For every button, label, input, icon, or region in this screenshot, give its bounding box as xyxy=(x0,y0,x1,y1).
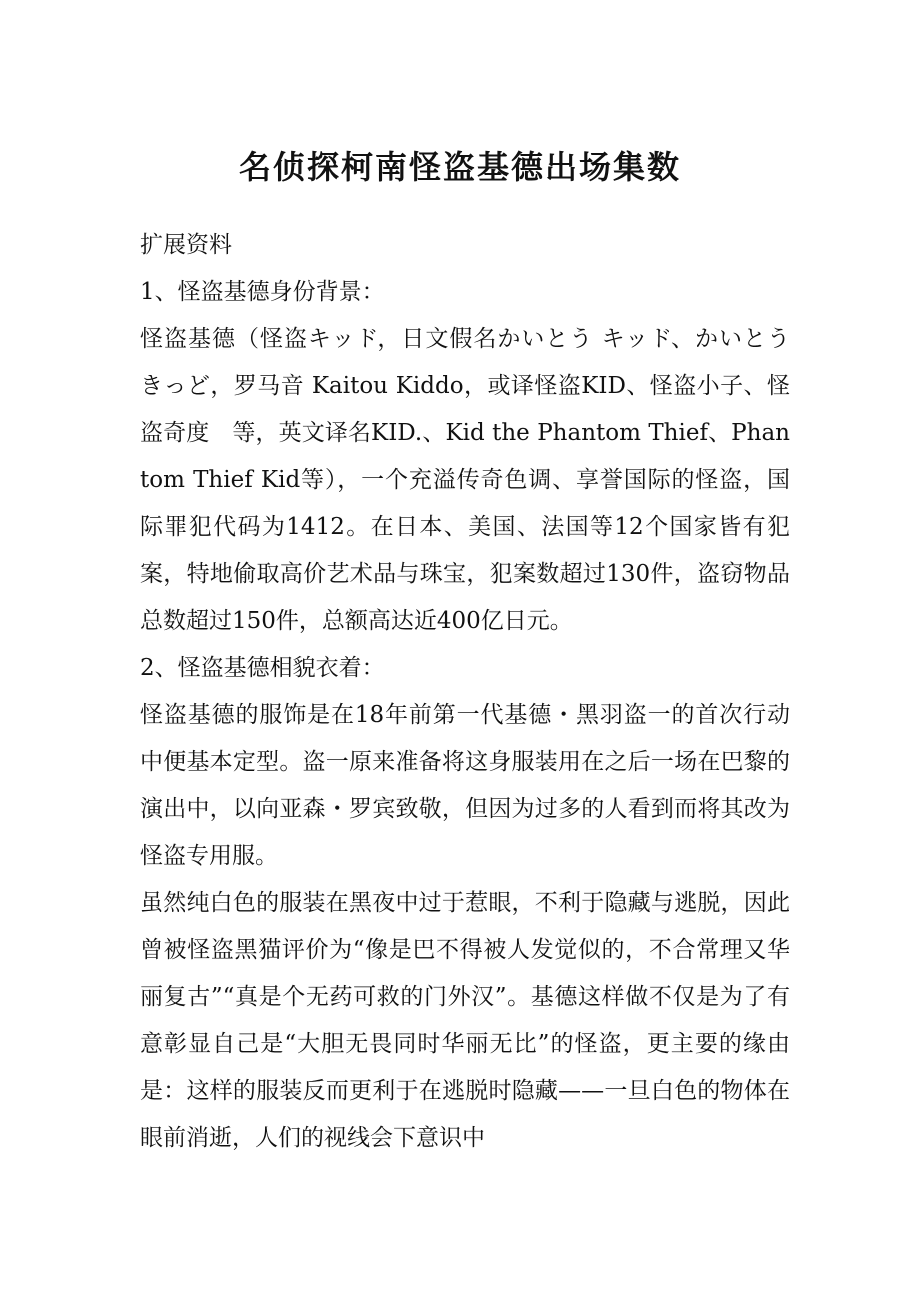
subsection-heading: 1、怪盗基德身份背景： xyxy=(140,279,385,305)
section-heading: 扩展资料 xyxy=(140,232,232,258)
document-body xyxy=(140,222,790,1162)
body-paragraph: 怪盗基德（怪盗キッド，日文假名かいとう キッド、かいとう きっど，罗马音 Kaitou Kiddo，或译怪盗KID、怪盗小子、怪盗奇度 等，英文译名KID.、Kid the Phantom Thief、Phantom Thief Kid等），一个充溢传奇色调、享誉国际的怪盗，国际罪犯代码为1412。在日本、美国、法国等12个国家皆有犯案，特地偷取高价艺术品与珠宝，犯案数超过130件，盗窃物品总数超过150件，总额高达近400亿日元。 xyxy=(140,326,790,634)
document-title: 名侦探柯南怪盗基德出场集数 xyxy=(238,148,681,186)
body-paragraph: 虽然纯白色的服装在黑夜中过于惹眼，不利于隐藏与逃脱，因此曾被怪盗黑猫评价为“像是巴不得被人发觉似的，不合常理又华丽复古”“真是个无药可救的门外汉”。基德这样做不仅是为了有意彰显自己是“大胆无畏同时华丽无比”的怪盗，更主要的缘由是：这样的服装反而更利于在逃脱时隐藏——一旦白色的物体在眼前消逝，人们的视线会下意识中 xyxy=(140,890,790,1151)
body-paragraph: 怪盗基德的服饰是在18年前第一代基德・黑羽盗一的首次行动中便基本定型。盗一原来准备将这身服装用在之后一场在巴黎的演出中，以向亚森・罗宾致敬，但因为过多的人看到而将其改为怪盗专用服。 xyxy=(140,702,790,869)
subsection-heading: 2、怪盗基德相貌衣着： xyxy=(140,655,385,681)
